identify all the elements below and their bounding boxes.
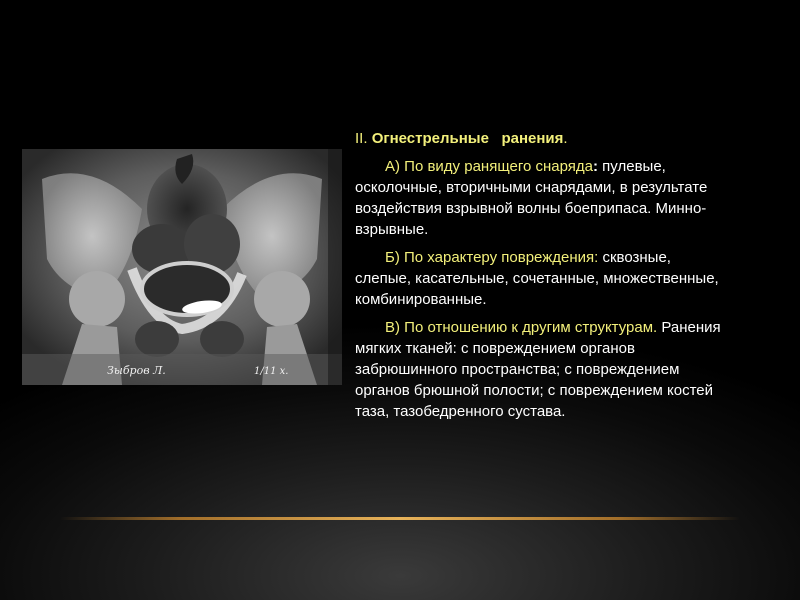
pelvis-xray-graphic bbox=[22, 149, 342, 385]
section-a-label: А) По виду ранящего снаряда bbox=[385, 158, 594, 175]
section-b-text: сквозные, слепые, касательные, сочетанные, множественные, комбинированные. bbox=[355, 249, 719, 308]
heading-numeral: II. bbox=[355, 130, 368, 147]
section-b bbox=[355, 247, 723, 310]
section-a-colon: : bbox=[593, 158, 599, 175]
xray-image bbox=[22, 149, 342, 385]
gold-divider bbox=[60, 517, 740, 520]
heading bbox=[355, 128, 723, 149]
section-a bbox=[355, 156, 723, 240]
xray-handwriting-right: 1/11 х. bbox=[254, 366, 289, 377]
section-c-text: Ранения мягких тканей: с повреждением органов забрюшинного пространства; с повреждением органов брюшной полости; с повреждением костей таза, тазобедренного сустава. bbox=[355, 319, 721, 420]
slide-text bbox=[355, 128, 723, 429]
heading-period: . bbox=[563, 130, 568, 147]
heading-title: Огнестрельные ранения bbox=[371, 130, 564, 147]
section-c-label: В) По отношению к другим структурам. bbox=[385, 319, 658, 336]
section-c bbox=[355, 317, 723, 422]
section-b-label: Б) По характеру повреждения: bbox=[385, 249, 599, 266]
xray-handwriting-left: Зыбров Л. bbox=[107, 364, 166, 377]
section-a-text: пулевые, осколочные, вторичными снарядами, в результате воздействия взрывной волны боеприпаса. Минно-взрывные. bbox=[355, 158, 708, 238]
